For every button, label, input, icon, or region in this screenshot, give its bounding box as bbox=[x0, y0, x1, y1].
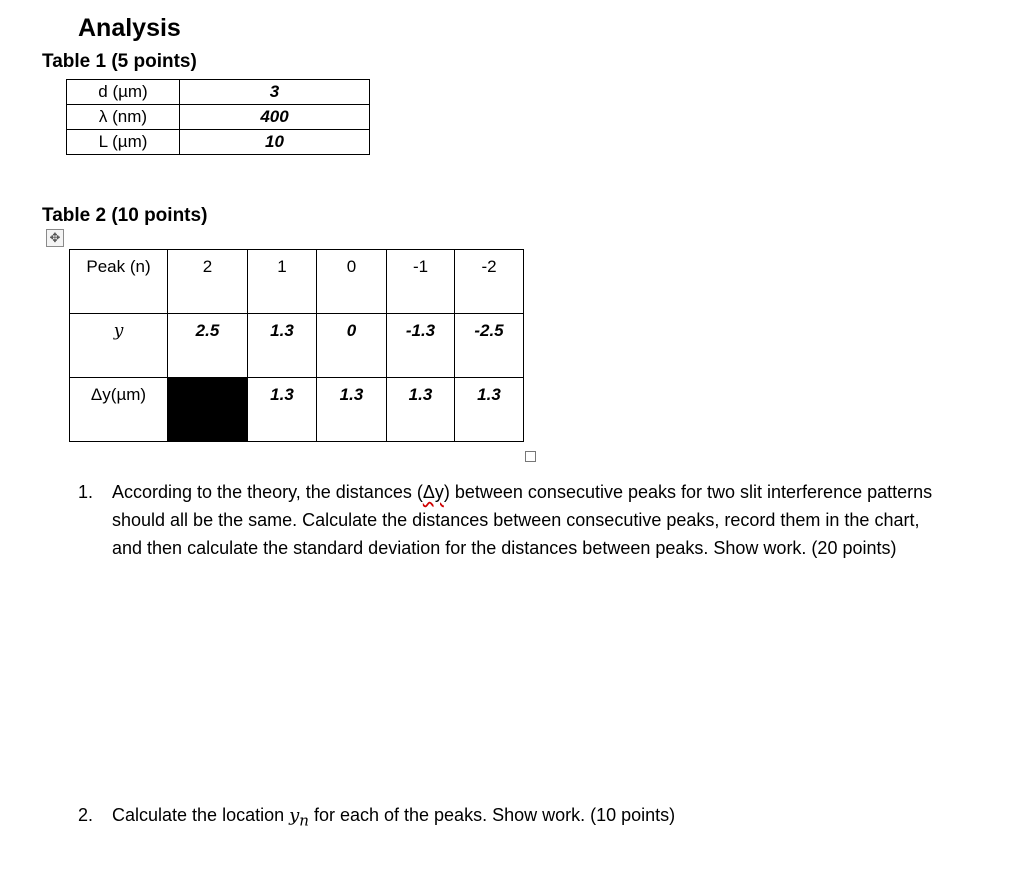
table-cell[interactable] bbox=[70, 314, 168, 378]
cell-text: 1.3 bbox=[270, 385, 294, 404]
question-1 bbox=[78, 478, 948, 562]
table-row bbox=[67, 105, 370, 130]
row-label-dy: Δy(µm) bbox=[90, 385, 147, 404]
cell-text: 1.3 bbox=[339, 385, 364, 404]
table-cell[interactable] bbox=[70, 378, 168, 442]
table-row bbox=[67, 80, 370, 105]
table-cell[interactable] bbox=[248, 314, 317, 378]
table-cell[interactable] bbox=[317, 378, 387, 442]
question-text-part: According to the theory, the distances ( bbox=[112, 482, 423, 502]
question-text bbox=[112, 478, 948, 562]
page-title: Analysis bbox=[78, 14, 181, 42]
table-cell-value[interactable]: 400 bbox=[180, 105, 370, 130]
cell-text: -2 bbox=[481, 257, 497, 276]
table-cell-value[interactable]: 3 bbox=[180, 80, 370, 105]
table-cell-shaded[interactable] bbox=[168, 378, 248, 442]
table-cell[interactable] bbox=[387, 314, 455, 378]
table-cell[interactable] bbox=[317, 250, 387, 314]
cell-text: 0 bbox=[346, 321, 357, 340]
table1-caption: Table 1 (5 points) bbox=[42, 51, 197, 72]
cell-text: 1.3 bbox=[477, 385, 501, 404]
cell-text: -1 bbox=[412, 257, 429, 276]
table-cell[interactable] bbox=[387, 250, 455, 314]
table-cell-label[interactable]: d (µm) bbox=[67, 80, 180, 105]
table-cell[interactable] bbox=[455, 250, 524, 314]
question-number: 1. bbox=[78, 482, 94, 502]
spelling-flagged-word[interactable]: Δy bbox=[422, 482, 444, 502]
table-cell-value[interactable]: 10 bbox=[180, 130, 370, 155]
table2-caption: Table 2 (10 points) bbox=[42, 205, 208, 226]
table-cell[interactable] bbox=[248, 250, 317, 314]
cell-text: -2.5 bbox=[474, 321, 504, 340]
cell-text: 2.5 bbox=[195, 321, 220, 340]
table-row bbox=[67, 130, 370, 155]
cell-text: 1.3 bbox=[408, 385, 433, 404]
table-cell[interactable] bbox=[248, 378, 317, 442]
cell-text: 1.3 bbox=[270, 321, 294, 340]
row-label-peak: Peak (n) bbox=[86, 257, 151, 276]
question-text-part: Calculate the location bbox=[112, 805, 290, 825]
table-cell-label[interactable]: λ (nm) bbox=[67, 105, 180, 130]
question-text-part: for each of the peaks. Show work. (10 points) bbox=[308, 805, 676, 825]
table-row-header bbox=[70, 250, 524, 314]
math-variable-base: y bbox=[289, 805, 300, 826]
cell-text: 0 bbox=[346, 257, 357, 276]
table1 bbox=[66, 79, 370, 155]
question-number: 2. bbox=[78, 805, 94, 825]
table-cell-label[interactable]: L (µm) bbox=[67, 130, 180, 155]
question-text-part: ) between consecutive peaks for two slit interference patterns should all be the same. Calculate the distances between consecutive peaks, record them in the chart, and then calculate the standard deviation for the distances between peaks. Show work. (20 points) bbox=[112, 482, 933, 558]
table-move-handle-icon[interactable]: ✥ bbox=[46, 229, 64, 247]
table-cell[interactable] bbox=[168, 314, 248, 378]
table-cell[interactable] bbox=[455, 314, 524, 378]
table-cell[interactable] bbox=[70, 250, 168, 314]
math-variable-subscript: n bbox=[299, 811, 309, 830]
table-row-dy bbox=[70, 378, 524, 442]
cell-text: -1.3 bbox=[405, 321, 436, 340]
cell-text: 2 bbox=[202, 257, 213, 276]
table-cell[interactable] bbox=[455, 378, 524, 442]
table-cell[interactable] bbox=[387, 378, 455, 442]
cell-text bbox=[168, 378, 247, 385]
question-2 bbox=[78, 801, 948, 835]
cell-text: 1 bbox=[277, 257, 287, 276]
math-variable bbox=[289, 805, 309, 830]
row-label-y: y bbox=[113, 321, 124, 341]
table-resize-handle[interactable] bbox=[525, 451, 536, 462]
table2 bbox=[69, 249, 524, 442]
question-text bbox=[112, 801, 948, 835]
table-row-y bbox=[70, 314, 524, 378]
table-cell[interactable] bbox=[168, 250, 248, 314]
table-cell[interactable] bbox=[317, 314, 387, 378]
